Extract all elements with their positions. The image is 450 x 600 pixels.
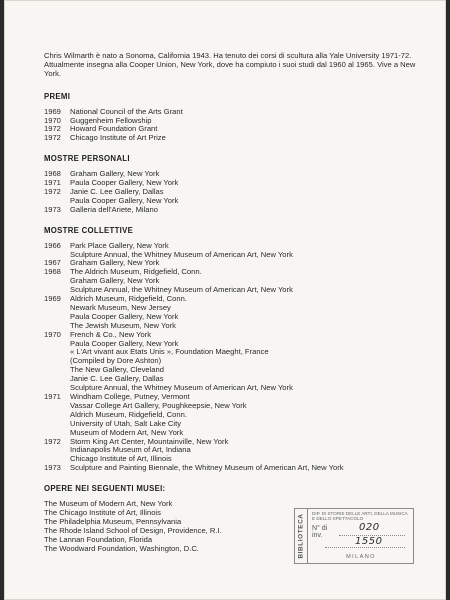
museum-line: The Woodward Foundation, Washington, D.C. <box>44 543 199 553</box>
list-item <box>44 188 424 206</box>
entry-line: Park Place Gallery, New York <box>70 240 169 250</box>
entry-line: French & Co., New York <box>70 329 152 339</box>
entry-line: The Jewish Museum, New York <box>70 320 176 330</box>
stamp-side-label: BIBLIOTECA <box>297 513 305 559</box>
entry-line: (Compiled by Dore Ashton) <box>70 356 162 366</box>
entry-year: 1973 <box>44 463 61 473</box>
entry-year: 1969 <box>44 106 61 116</box>
entry-line: Janie C. Lee Gallery, Dallas <box>70 186 164 196</box>
list-item <box>44 438 424 465</box>
entry-line: Vassar College Art Gallery, Poughkeepsie, New York <box>70 400 247 410</box>
entry-lines <box>70 268 424 295</box>
list-item <box>44 268 424 295</box>
entry-year: 1970 <box>44 115 61 125</box>
museum-line: The Rhode Island School of Design, Providence, R.I. <box>44 525 222 535</box>
collettive-list <box>44 242 424 474</box>
entry-line: « L'Art vivant aux Etats Unis », Foundation Maeght, France <box>70 347 269 357</box>
museum-line: The Museum of Modern Art, New York <box>44 499 173 509</box>
handwritten-number-1: 020 <box>359 522 380 533</box>
entry-lines <box>70 295 424 331</box>
entry-line: Janie C. Lee Gallery, Dallas <box>70 374 164 384</box>
entry-line: The Aldrich Museum, Ridgefield, Conn. <box>70 267 202 277</box>
entry-year: 1969 <box>44 294 61 304</box>
stamp-city: MILANO <box>346 554 376 560</box>
entry-line: Galleria dell'Ariete, Milano <box>70 204 158 214</box>
intro-paragraph: Chris Wilmarth è nato a Sonoma, California 1943. Ha tenuto dei corsi di scultura alla Yale University 1971-72. Attualmente insegna alla Cooper Union, New York, dove ha compiuto i suoi studi dal 1960 al 1965. Vive a New York. <box>44 51 416 78</box>
museum-line: The Philadelphia Museum, Pennsylvania <box>44 516 182 526</box>
stamp-side-panel <box>295 509 308 563</box>
museum-line: The Chicago Institute of Art, Illinois <box>44 507 161 517</box>
entry-year: 1971 <box>44 392 61 401</box>
entry-line: Chicago Institute of Art, Illinois <box>70 454 172 464</box>
entry-line: Storm King Art Center, Mountainville, New York <box>70 436 229 446</box>
entry-line: Howard Foundation Grant <box>70 124 158 134</box>
stamp-header: DIP. DI STORIE DELLE ARTI, DELLA MUSICA E DELLO SPETTACOLO <box>312 511 408 522</box>
entry-line: Paula Cooper Gallery, New York <box>70 195 179 205</box>
list-item <box>44 295 424 331</box>
stamp-inventory-label <box>312 525 338 539</box>
entry-lines <box>70 393 424 438</box>
entry-line: Sculpture Annual, the Whitney Museum of American Art, New York <box>70 383 293 393</box>
entry-year: 1967 <box>44 258 61 268</box>
entry-line: Windham College, Putney, Vermont <box>70 392 190 401</box>
entry-line: Graham Gallery, New York <box>70 258 160 268</box>
entry-line: The New Gallery, Cleveland <box>70 365 164 375</box>
document-content <box>44 52 424 554</box>
document-page <box>4 0 446 600</box>
entry-line: Paula Cooper Gallery, New York <box>70 178 179 188</box>
list-item <box>44 393 424 438</box>
entry-line: Newark Museum, New Jersey <box>70 302 171 312</box>
entry-year: 1968 <box>44 267 61 277</box>
entry-line: University of Utah, Salt Lake City <box>70 418 181 428</box>
entry-line: Museum of Modern Art, New York <box>70 427 184 437</box>
entry-line: Graham Gallery, New York <box>70 169 160 179</box>
entry-lines <box>70 438 424 465</box>
entry-line: Guggenheim Fellowship <box>70 115 152 125</box>
entry-year: 1966 <box>44 240 61 250</box>
entry-line: Paula Cooper Gallery, New York <box>70 338 179 348</box>
entry-lines <box>70 331 424 393</box>
list-item <box>44 331 424 393</box>
entry-line: Paula Cooper Gallery, New York <box>70 311 179 321</box>
section-title-collettive: MOSTRE COLLETTIVE <box>44 225 134 235</box>
personali-list <box>44 170 424 215</box>
list-item <box>44 134 424 143</box>
entry-lines <box>70 206 424 215</box>
entry-year: 1970 <box>44 329 61 339</box>
entry-line: Graham Gallery, New York <box>70 276 160 286</box>
museum-line: The Lannan Foundation, Florida <box>44 534 153 544</box>
entry-year: 1972 <box>44 124 61 134</box>
entry-year: 1972 <box>44 186 61 196</box>
entry-lines <box>70 464 424 473</box>
entry-lines <box>70 134 424 143</box>
entry-line: Chicago Institute of Art Prize <box>70 133 166 143</box>
entry-line: National Council of the Arts Grant <box>70 106 183 116</box>
list-item <box>44 242 424 260</box>
library-stamp <box>294 508 414 564</box>
entry-year: 1971 <box>44 178 61 188</box>
inventory-label: N° di inv. <box>312 525 328 539</box>
entry-line: Sculpture Annual, the Whitney Museum of American Art, New York <box>70 249 293 259</box>
section-title-musei: OPERE NEI SEGUENTI MUSEI: <box>44 484 166 494</box>
premi-list <box>44 108 424 144</box>
entry-line: Aldrich Museum, Ridgefield, Conn. <box>70 294 187 304</box>
section-title-personali: MOSTRE PERSONALI <box>44 154 130 164</box>
entry-year: 1973 <box>44 204 61 214</box>
entry-lines <box>70 188 424 206</box>
list-item <box>44 464 424 473</box>
entry-year: 1968 <box>44 169 61 179</box>
entry-year: 1972 <box>44 436 61 446</box>
entry-year: 1972 <box>44 133 61 143</box>
entry-line: Aldrich Museum, Ridgefield, Conn. <box>70 409 187 419</box>
handwritten-number-2: 1550 <box>355 536 383 547</box>
entry-lines <box>70 242 424 260</box>
stamp-dotted-line <box>325 547 405 548</box>
entry-line: Sculpture Annual, the Whitney Museum of American Art, New York <box>70 285 293 295</box>
entry-line: Indianapolis Museum of Art, Indiana <box>70 445 191 455</box>
entry-line: Sculpture and Painting Biennale, the Whitney Museum of American Art, New York <box>70 463 344 473</box>
list-item <box>44 206 424 215</box>
section-title-premi: PREMI <box>44 91 71 101</box>
